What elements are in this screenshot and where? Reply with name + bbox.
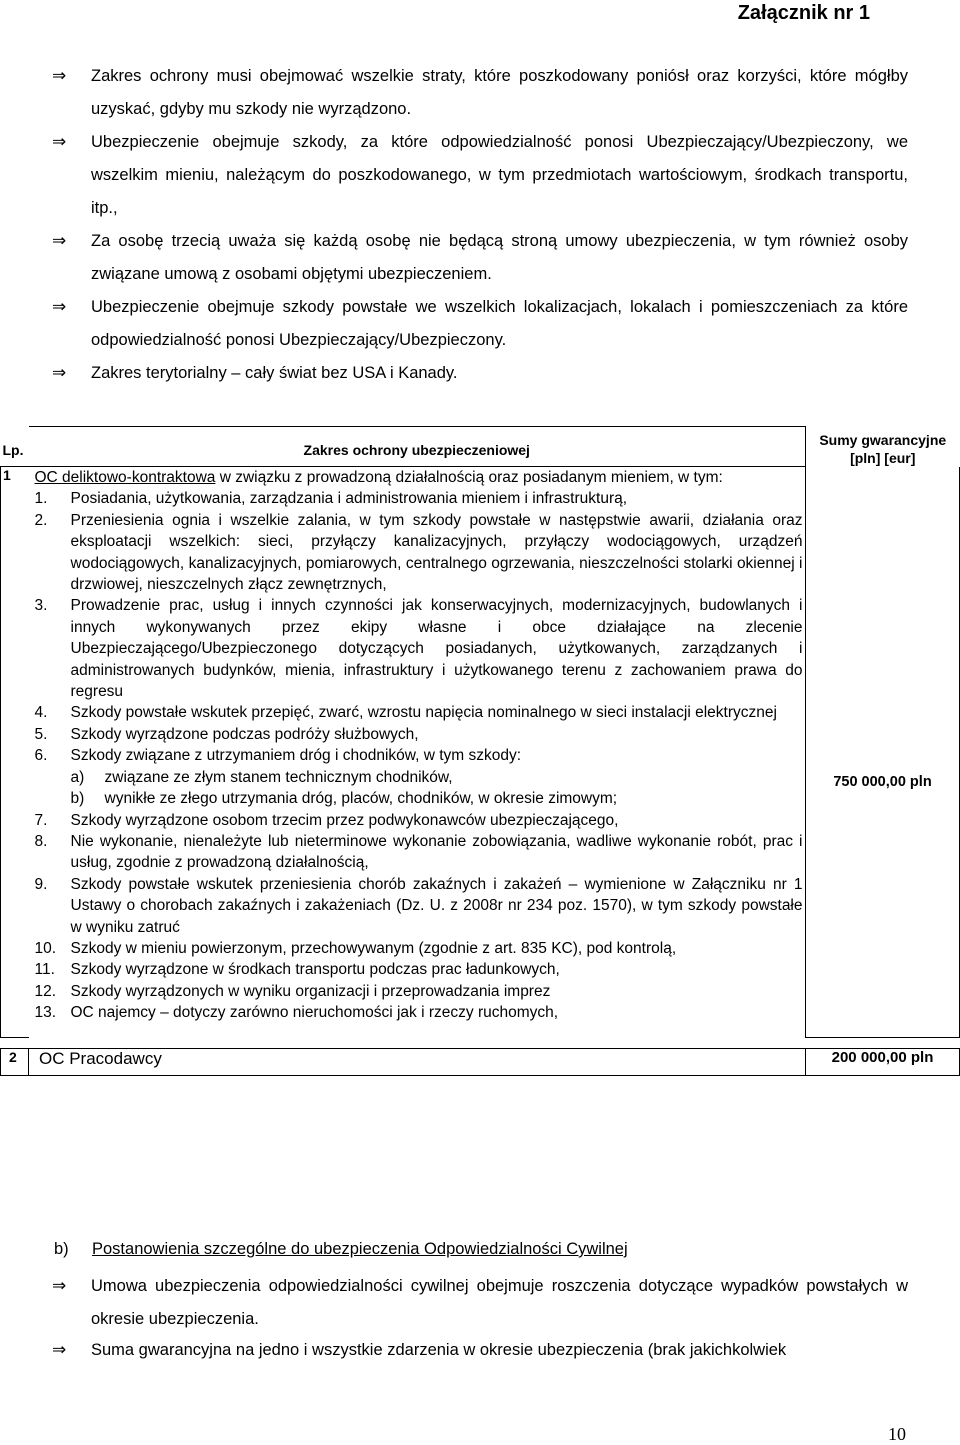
- header-amount: Sumy gwarancyjne [pln] [eur]: [806, 427, 960, 467]
- item-text: Szkody wyrządzone podczas podróży służbowych,: [70, 725, 419, 743]
- coverage-items: [35, 488, 803, 1023]
- item-number: 12.: [34, 982, 57, 1000]
- arrow-right-icon: ⇒: [52, 1276, 67, 1296]
- bullet-scope-losses: [0, 60, 908, 126]
- item-text: Szkody wyrządzone w środkach transportu podczas prac ładunkowych,: [70, 961, 560, 979]
- arrow-right-icon: ⇒: [52, 66, 67, 86]
- item-number: 11.: [34, 961, 55, 979]
- coverage-intro: [35, 467, 803, 488]
- list-item: [35, 959, 803, 980]
- item-number: 5.: [34, 725, 48, 743]
- item-text: Szkody wyrządzonych w wyniku organizacji i przeprowadzania imprez: [70, 982, 551, 1000]
- item-text: Szkody związane z utrzymaniem dróg i chodników, w tym szkody:: [70, 747, 522, 765]
- sub-item-text: związane ze złym stanem technicznym chodników,: [104, 768, 453, 786]
- list-item: [35, 745, 803, 809]
- item-text: Szkody wyrządzone osobom trzecim przez podwykonawców ubezpieczającego,: [70, 811, 619, 829]
- item-number: 8.: [34, 832, 48, 850]
- bullet-text: Ubezpieczenie obejmuje szkody powstałe we wszelkich lokalizacjach, lokalach i pomieszczeniach za które odpowiedzialność ponosi Ubezpieczający/Ubezpieczony.: [91, 298, 908, 349]
- row-amount: 200 000,00 pln: [806, 1049, 960, 1076]
- list-item: [35, 595, 803, 702]
- section-label: b): [54, 1240, 69, 1258]
- list-item: [35, 874, 803, 938]
- header-scope: Zakres ochrony ubezpieczeniowej: [29, 427, 806, 467]
- item-text: Prowadzenie prac, usług i innych czynności jak konserwacyjnych, modernizacyjnych, budowlanych i innych wykonywanych przez ekipy własne i obce działające na zlecenie Ubezpieczającego/Ubezpieczonego dotyczących posiadanych, użytkowanych, zarządzanych i administrowanych budynków, mienia, infrastruktury i użytkowanego terenu z zachowaniem prawa do regresu: [70, 597, 803, 701]
- table-header-row: [1, 427, 960, 467]
- bullet-text: Zakres ochrony musi obejmować wszelkie straty, które poszkodowany poniósł oraz korzyści, które mógłby uzyskać, gdyby mu szkody nie wyrządzono.: [91, 67, 908, 118]
- row-scope: [29, 467, 806, 1038]
- bullet-text: Ubezpieczenie obejmuje szkody, za które odpowiedzialność ponosi Ubezpieczający/Ubezpieczony, we wszelkim mieniu, należącym do poszkodowanego, w tym przedmiotach wartościowym, środkach transportu, itp.,: [91, 133, 908, 217]
- item-number: 9.: [34, 875, 48, 893]
- item-text: Przeniesienia ognia i wszelkie zalania, w tym szkody powstałe w następstwie awarii, działania oraz eksploatacji wszelkich: sieci, przyłączy kanalizacyjnych, przyłączy wodociągowych, urządzeń wodociągowych, kanalizacyjnych, pomiarowych, centralnego ogrzewania, nieszczelności stolarki okiennej i drzwiowej, nieszczelnych złącz zewnętrznych,: [70, 511, 803, 594]
- row-amount: 750 000,00 pln: [806, 467, 960, 1038]
- bullet-sum-insured: [0, 1334, 908, 1367]
- item-text: Nie wykonanie, nienależyte lub nieterminowe wykonanie zobowiązania, wadliwe wykonanie robót, prac i usług, zgodnie z prowadzoną działalnością,: [70, 832, 803, 872]
- bullet-third-party: [0, 225, 908, 291]
- sub-items: [71, 767, 803, 810]
- list-item: [35, 1002, 803, 1023]
- bullet-locations: [0, 291, 908, 357]
- row-number: 1: [1, 467, 29, 1038]
- list-item: [35, 831, 803, 874]
- row-number: 2: [1, 1049, 29, 1076]
- bullet-claims-scope: [0, 1270, 908, 1336]
- list-item: [35, 981, 803, 1002]
- list-item: [35, 510, 803, 596]
- arrow-right-icon: ⇒: [52, 363, 67, 383]
- item-text: Posiadania, użytkowania, zarządzania i administrowania mieniem i infrastrukturą,: [70, 490, 628, 508]
- coverage-table: [0, 426, 960, 1076]
- sub-item-label: b): [70, 790, 85, 808]
- bullet-territory: [0, 357, 908, 390]
- arrow-right-icon: ⇒: [52, 231, 67, 251]
- row-scope: OC Pracodawcy: [29, 1049, 806, 1076]
- list-item: [35, 724, 803, 745]
- sub-item: [71, 788, 803, 809]
- bullet-damages-scope: [0, 126, 908, 225]
- bullet-text: Zakres terytorialny – cały świat bez USA i Kanady.: [91, 364, 458, 382]
- arrow-right-icon: ⇒: [52, 297, 67, 317]
- section-title: Postanowienia szczególne do ubezpieczenia Odpowiedzialności Cywilnej: [92, 1240, 628, 1258]
- item-number: 3.: [34, 597, 48, 615]
- item-number: 7.: [34, 811, 48, 829]
- item-number: 1.: [34, 490, 48, 508]
- page-title: Załącznik nr 1: [737, 2, 870, 24]
- coverage-intro-rest: w związku z prowadzoną działalnością oraz posiadanym mieniem, w tym:: [215, 469, 723, 486]
- arrow-right-icon: ⇒: [52, 132, 67, 152]
- item-number: 2.: [34, 511, 48, 529]
- table-row: [1, 467, 960, 1038]
- item-text: Szkody powstałe wskutek przepięć, zwarć, wzrostu napięcia nominalnego w sieci instalacji elektrycznej: [70, 704, 777, 722]
- item-number: 4.: [34, 704, 48, 722]
- spacer-row: [1, 1038, 960, 1049]
- bullet-text: Suma gwarancyjna na jedno i wszystkie zdarzenia w okresie ubezpieczenia (brak jakichkolwiek: [91, 1341, 787, 1359]
- table-row: [1, 1049, 960, 1076]
- list-item: [35, 810, 803, 831]
- coverage-type: OC deliktowo-kontraktowa: [34, 469, 216, 486]
- item-text: Szkody w mieniu powierzonym, przechowywanym (zgodnie z art. 835 KC), pod kontrolą,: [70, 939, 677, 957]
- item-text: OC najemcy – dotyczy zarówno nieruchomości jak i rzeczy ruchomych,: [70, 1004, 559, 1022]
- sub-item-label: a): [70, 768, 85, 786]
- list-item: [35, 938, 803, 959]
- list-item: [35, 702, 803, 723]
- arrow-right-icon: ⇒: [52, 1340, 67, 1360]
- section-b-heading: [54, 1240, 628, 1259]
- item-number: 6.: [34, 747, 48, 765]
- item-text: Szkody powstałe wskutek przeniesienia chorób zakaźnych i zakażeń – wymienione w Załączniku nr 1 Ustawy o chorobach zakaźnych i zakażeniach (Dz. U. z 2008r nr 234 poz. 1570), w tym szkody powstałe w wyniku zatruć: [70, 875, 803, 936]
- header-lp: Lp.: [1, 427, 29, 467]
- page-number: 10: [888, 1424, 906, 1444]
- bullet-text: Za osobę trzecią uważa się każdą osobę nie będącą stroną umowy ubezpieczenia, w tym również osoby związane umową z osobami objętymi ubezpieczeniem.: [91, 232, 908, 283]
- sub-item: [71, 767, 803, 788]
- item-number: 10.: [34, 939, 57, 957]
- item-number: 13.: [34, 1004, 57, 1022]
- list-item: [35, 488, 803, 509]
- sub-item-text: wynikłe ze złego utrzymania dróg, placów, chodników, w okresie zimowym;: [104, 790, 618, 808]
- bullet-text: Umowa ubezpieczenia odpowiedzialności cywilnej obejmuje roszczenia dotyczące wypadków powstałych w okresie ubezpieczenia.: [91, 1277, 908, 1328]
